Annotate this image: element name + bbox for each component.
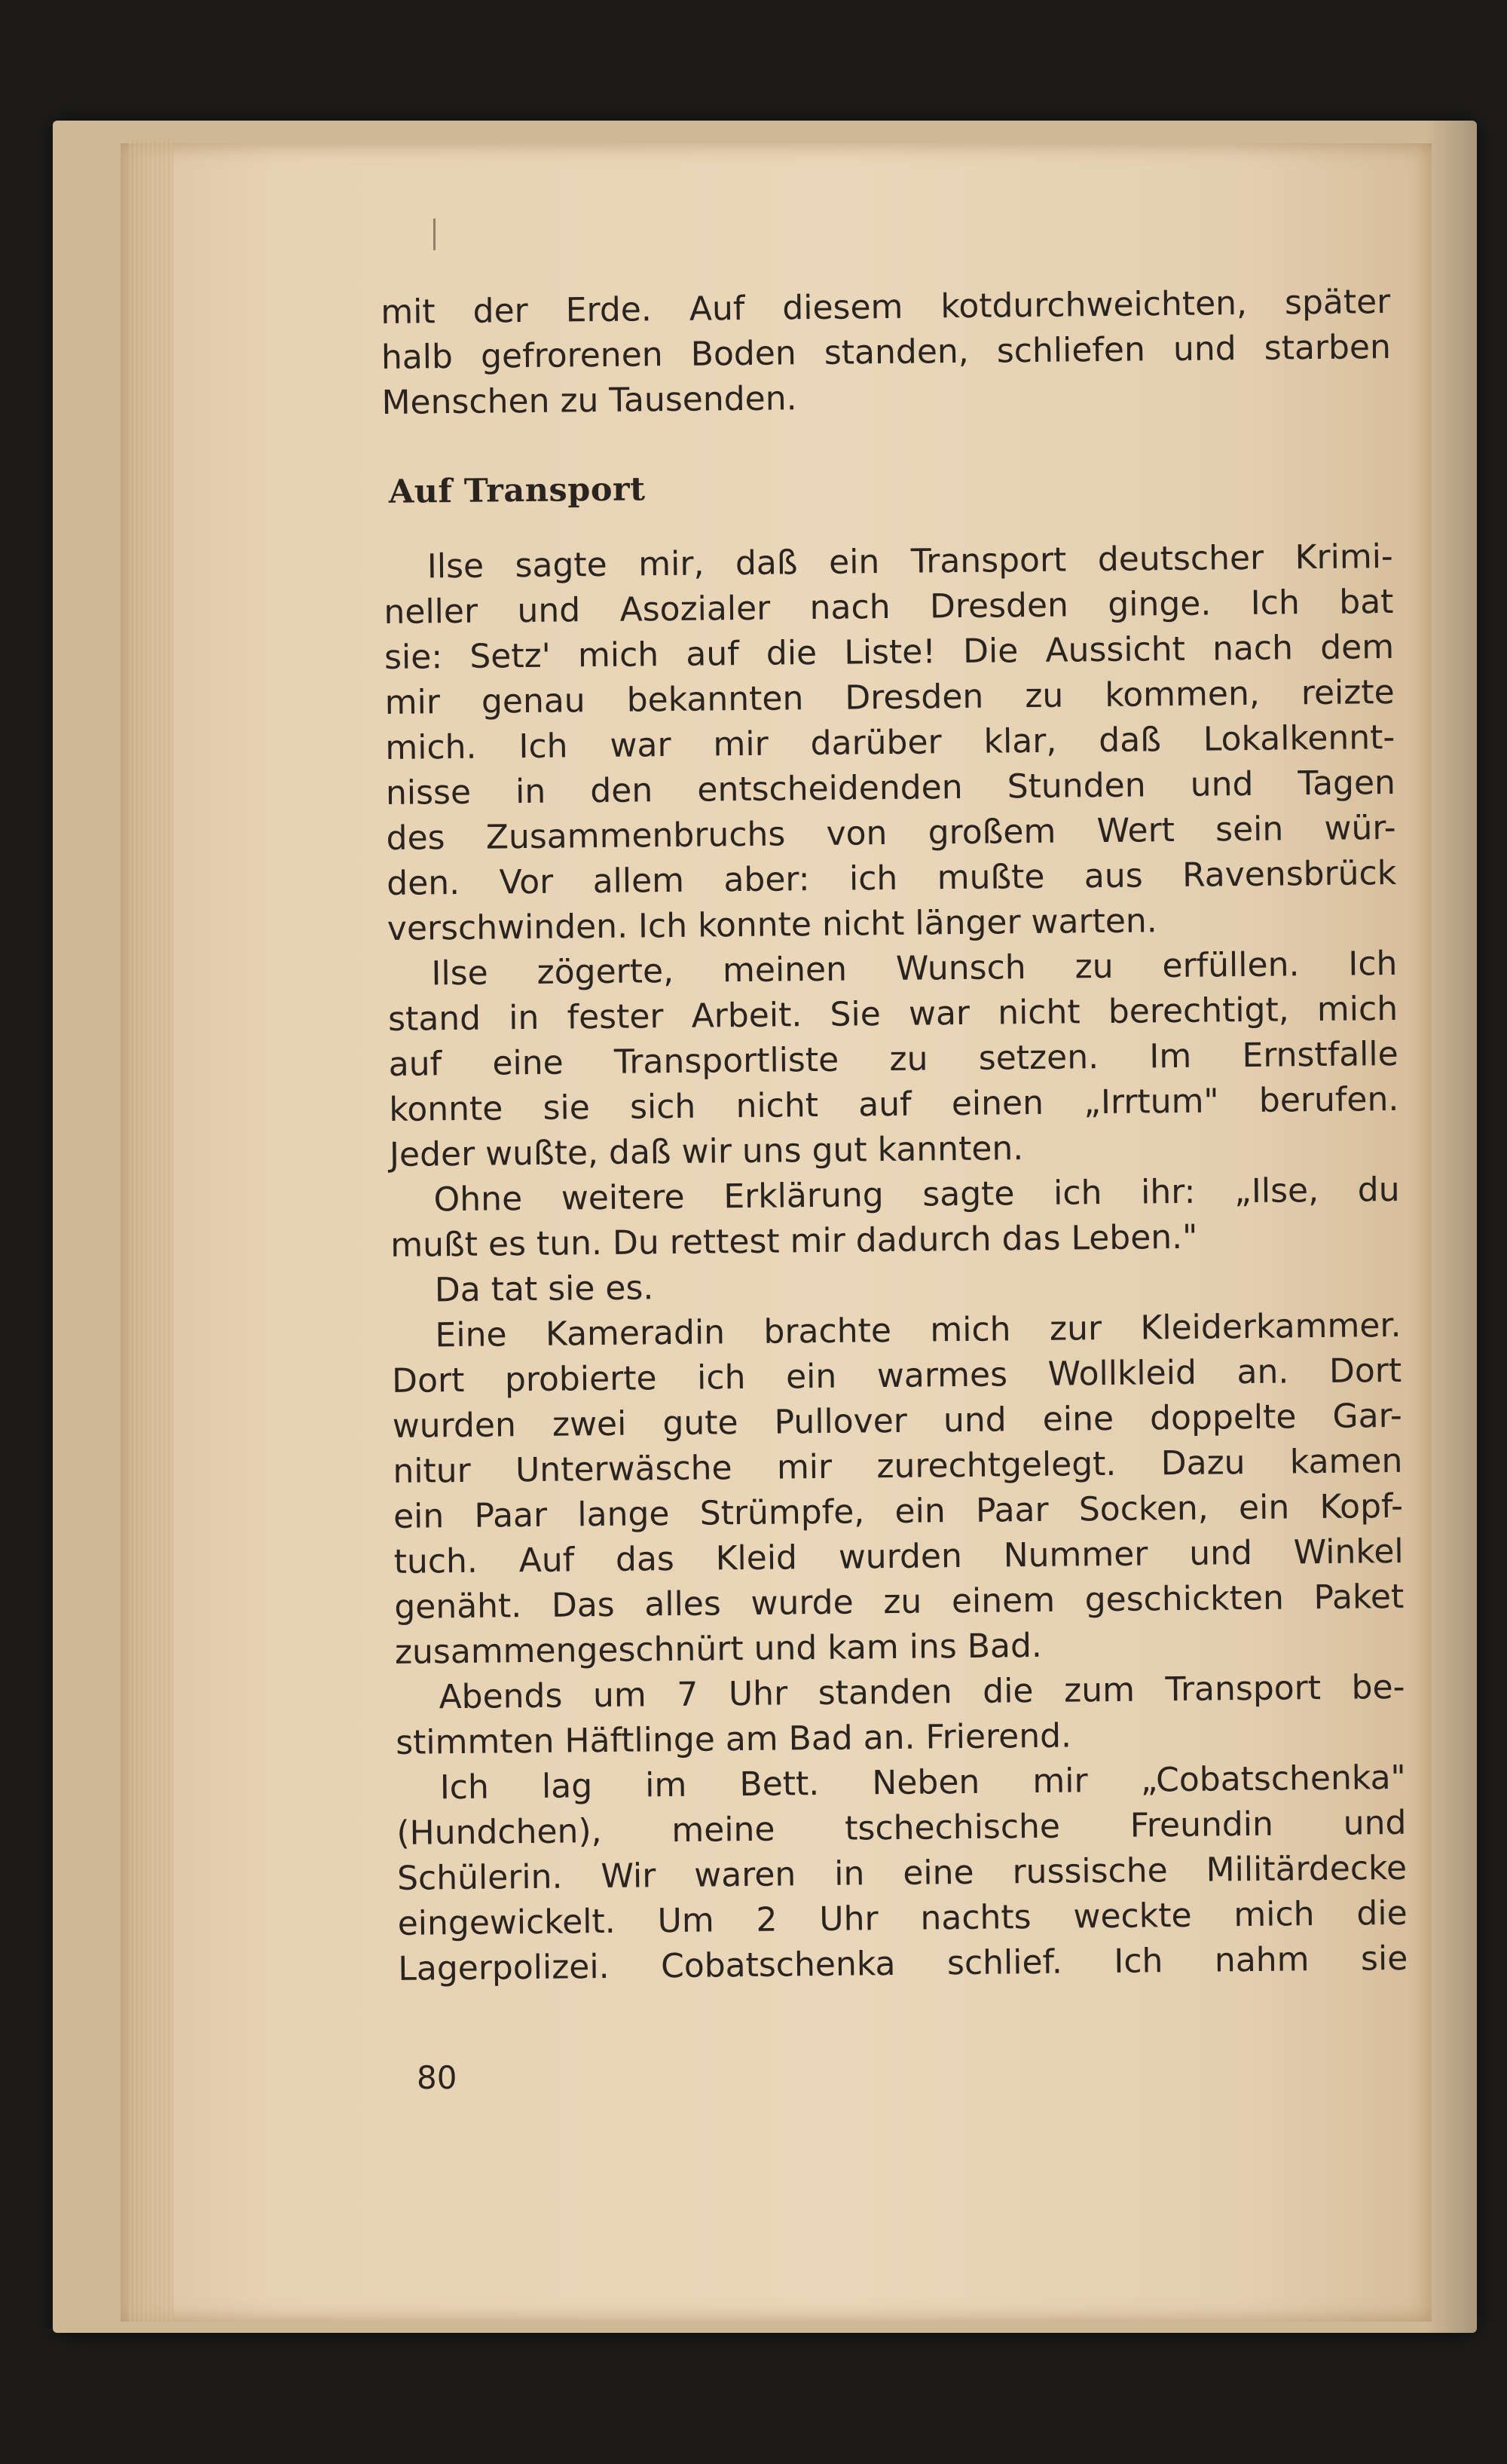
text-line: mir genau bekannten Dresden zu kommen, reizte — [384, 672, 1395, 722]
text-line: nitur Unterwäsche mir zurechtgelegt. Dazu kamen — [393, 1441, 1403, 1491]
text-line: Ich lag im Bett. Neben mir „Cobatschenka" — [439, 1758, 1407, 1807]
text-line: stimmten Häftlinge am Bad an. Frierend. — [395, 1716, 1072, 1762]
paragraph-7 — [396, 1755, 1408, 1992]
text-line: tuch. Auf das Kleid wurden Nummer und Winkel — [393, 1532, 1404, 1581]
text-line: Ilse sagte mir, daß ein Transport deutscher Krimi- — [426, 537, 1394, 586]
text-line: zusammengeschnürt und kam ins Bad. — [394, 1626, 1043, 1672]
text-line: eingewickelt. Um 2 Uhr nachts weckte mich die — [397, 1893, 1408, 1943]
text-line: sie: Setz' mich auf die Liste! Die Aussicht nach dem — [384, 627, 1395, 677]
text-line: verschwinden. Ich konnte nicht länger warten. — [387, 901, 1158, 948]
page-text — [381, 280, 1408, 1992]
text-line: Ilse zögerte, meinen Wunsch zu erfüllen. Ich — [431, 944, 1398, 993]
spine-shadow — [1424, 121, 1477, 2333]
text-line: Eine Kameradin brachte mich zur Kleiderkammer. — [435, 1305, 1402, 1355]
text-line: neller und Asozialer nach Dresden ginge. Ich bat — [384, 582, 1394, 632]
paragraph-5 — [391, 1303, 1405, 1676]
text-line: genäht. Das alles wurde zu einem geschickten Paket — [394, 1577, 1405, 1627]
text-line: mußt es tun. Du rettest mir dadurch das Leben." — [390, 1217, 1198, 1265]
text-line: Abends um 7 Uhr standen die zum Transport be- — [439, 1667, 1405, 1717]
text-line: halb gefrorenen Boden standen, schliefen und starben — [381, 327, 1392, 377]
text-line: wurden zwei gute Pullover und eine doppelte Gar- — [392, 1396, 1402, 1446]
text-line: (Hundchen), meine tschechische Freundin und — [396, 1803, 1407, 1853]
section-heading: Auf Transport — [388, 470, 646, 511]
paragraph-6 — [395, 1665, 1405, 1766]
text-line: Jeder wußte, daß wir uns gut kannten. — [389, 1129, 1024, 1174]
paragraph-2 — [387, 941, 1399, 1178]
text-line: Ohne weitere Erklärung sagte ich ihr: „Ilse, du — [433, 1170, 1400, 1220]
text-line: mich. Ich war mir darüber klar, daß Lokalkennt- — [385, 718, 1395, 767]
text-line: Da tat sie es. — [434, 1269, 654, 1310]
text-line: Dort probierte ich ein warmes Wollkleid an. Dort — [391, 1351, 1402, 1400]
page-edges — [128, 139, 173, 2322]
text-line: mit der Erde. Auf diesem kotdurchweichten, später — [381, 282, 1391, 332]
text-line: ein Paar lange Strümpfe, ein Paar Socken, ein Kopf- — [393, 1486, 1404, 1536]
text-line: stand in fester Arbeit. Sie war nicht berechtigt, mich — [387, 989, 1398, 1039]
pencil-mark — [433, 219, 436, 250]
text-line: Lagerpolizei. Cobatschenka schlief. Ich nahm sie — [398, 1939, 1408, 1988]
text-line: auf eine Transportliste zu setzen. Im Ernstfalle — [388, 1034, 1398, 1084]
paragraph-3 — [390, 1168, 1400, 1269]
text-line: des Zusammenbruchs von großem Wert sein wür- — [386, 808, 1396, 858]
text-line: Schülerin. Wir waren in eine russische Militärdecke — [396, 1848, 1408, 1898]
page-number: 80 — [417, 2059, 457, 2096]
text-line: Menschen zu Tausenden. — [381, 379, 797, 422]
text-line: konnte sie sich nicht auf einen „Irrtum" berufen. — [389, 1079, 1399, 1129]
paragraph-1 — [384, 534, 1398, 952]
text-line: nisse in den entscheidenden Stunden und Tagen — [385, 763, 1396, 813]
text-line: den. Vor allem aber: ich mußte aus Ravensbrück — [386, 853, 1397, 903]
